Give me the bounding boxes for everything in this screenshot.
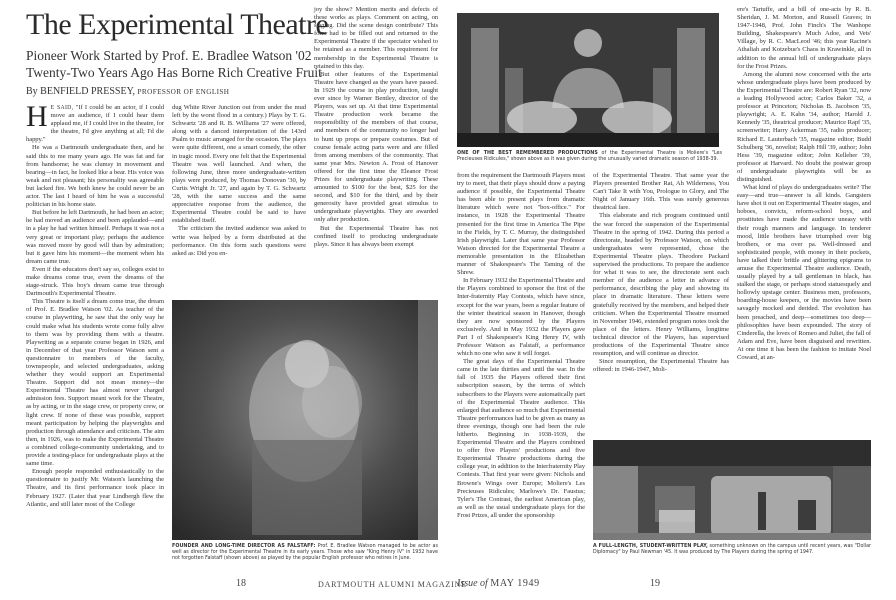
lead-caps: E SAID,	[50, 105, 74, 111]
paragraph: H E SAID, "If I could be an actor, if I could move an audience, if I could hear them applaud me, if I could live in the theatre, for the theatre, I'd give anything at all; I'd die happy."	[26, 100, 164, 144]
student-play-caption: A FULL-LENGTH, STUDENT-WRITTEN PLAY, something unknown on the campus until recent years, was "Dollar Diplomacy" by Paul Newman '45. It was produced by The Players during the spring of 1947.	[593, 544, 871, 556]
paragraph: This elaborate and rich program continued until the war forced the suspension of the Experimental Theatre in the spring of 1942. During this period a directorate, headed by Professor Watson, on which undergraduates were represented, chose the Experimental Theatre plays. Theodore Packard supervised the productions. To prepare the audience for what it was to see, the directorate sent each member of the audience a letter in advance of performance, describing the play and showing its place in dramatic literature. These letters were gratefully received by the members, and helped their criticism. When the Experimental Theatre resumed in November 1946, extended program notes took the place of the letters. Henry Williams, longtime technical director of the Players, has supervised productions of the Experimental Theatre since resumption, and will continue as director.	[593, 212, 729, 358]
page-number-right: 19	[650, 578, 660, 589]
subtitle-line-1: Pioneer Work Started by Prof. E. Bradlee Watson '02	[26, 48, 312, 63]
caption-lead: ONE OF THE BEST REMEMBERED PRODUCTIONS	[457, 151, 598, 156]
paragraph: Since resumption, the Experimental Theatre has offered: in 1946-1947, Moli-	[593, 358, 729, 374]
caption-lead: FOUNDER AND LONG-TIME DIRECTOR AS FALSTAFF:	[172, 544, 316, 549]
column-1	[26, 100, 164, 509]
paragraph: Even if the educators don't say so, colleges exist to make dreams come true, even the dreams of the stage-struck. This boy's dream came true through Dartmouth's Experimental Theatre.	[26, 265, 164, 298]
paragraph: dug White River Junction out from under the mud left by the worst flood in a century.) Plays by T. G. Schwartz '28 and R. B. Williams '27 were offered, along with a danced interpretation of the 143rd Psalm to music arranged for the occasion. The plays were quite different, one a smart comedy, the other in tragic mood. Every one felt that the Experimental Theatre was well launched. And when, the following June, three more undergraduate-written plays were produced, by Thomas Donovan '30, by Curtis Wright Jr. '27, and again by T. G. Schwartz '28, with the same success and the same appreciative response from the audience, the Experimental Theatre could be said to have established itself.	[172, 104, 306, 225]
falstaff-photo	[172, 300, 438, 540]
paragraph: This Theatre is itself a dream come true, the dream of Prof. E. Bradlee Watson '02. As teacher of the course in playwriting, he saw that the only way he could make what his students wrote come fully alive to them was by providing them with a theatre. Playwriting as a separate course began in 1926, and in December of that year Professor Watson sent a questionnaire to members of the faculty, townspeople, and selected undergraduates, asking whether they would support an Experimental Theatre. Support did not mean money—the Experimental Theatre has almost never charged admission fees. Support meant work for the Theatre, as by acting, or in the stage crew, or property crew, or light crew. If none of these was possible, support meant participation by helping the playwrights and production through attendance and criticism. The aim then, in 1926, was to make the Experimental Theatre a combined college-community undertaking, and to provide a testing-place for undergraduate plays at the same time.	[26, 298, 164, 468]
paragraph: But the Experimental Theatre has not confined itself to producing undergraduate plays. Since it has always been exempt	[314, 224, 438, 248]
precieuses-photo	[457, 13, 719, 147]
drop-cap: H	[26, 100, 48, 133]
paragraph: The great days of the Experimental Theatre came in the late thirties and until the war. In the fall of 1935 the Players offered their first subscription season, by the terms of which subscribers to the Players were automatically part of the Experimental Theatre audience. This enlarged that audience so much that Experimental Theatre performances had to be given as many as three evenings, though one had been the rule hitherto. Beginning in 1938-1939, the Experimental Theatre and the Players combined to offer five Players' productions and five Experimental Theatre productions during the college year, in addition to the Interfraternity Play Contests. That first year were given: Nichols and Browne's Wings over Europe; Moliere's Les Precieuses Ridicules; Marlowe's Dr. Faustus; Tyler's The Contrast, the earliest American play, as well as the usual undergraduate plays for the Frost Prizes, all under the sponsorship	[457, 358, 585, 519]
paragraph: ere's Tartuffe, and a bill of one-acts by R. B. Sheridan, J. M. Morton, and Russell Graves; in 1947-1948, Prof. John Finch's The Wanhope Building, Shakespeare's Much Adoe, and Vets' Village, by R. C. MacLeod '46; this year Racine's Athaliah and Kotzebue's Chaos in Krawinkle, all in addition to the annual bill of undergraduate plays for the Frost Prizes.	[737, 6, 871, 70]
precieuses-photo-image	[457, 13, 719, 147]
page-number-left: 18	[236, 578, 246, 589]
paragraph: joy the show? Mention merits and defects of these works as plays. Comment on acting, on staging. Did the scene design contribute? This form had to be filled out and returned to the Experimental Theatre if the spectator wished to be retained as a member. This requirement for membership in the Experimental Theatre is retained to this day.	[314, 6, 438, 70]
byline	[26, 86, 229, 97]
issue-month-year: MAY 1949	[490, 578, 540, 589]
paragraph: Among the alumni now concerned with the arts whose undergraduate plays have been produced by the Experimental Theatre are: Robert Ryan '32, now a leading Hollywood actor; Carlos Baker '32, a professor at Princeton; Nicholas B. Jacobson '35, playwright; A. E. Kahn '34, author; Harold J. Kennedy '35, theatrical producer; Maurice Rapf '35, screenwriter; Harry Ackerman '35, radio producer; Richard E. Lauterbach '35, magazine editor; Budd Schulberg '36, novelist; Ralph Hill '39, author; John Hess '39, magazine editor; John Kelleher '39, professor at Harvard. No doubt the postwar group of undergraduate playwrights will be as distinguished.	[737, 70, 871, 183]
column-5	[593, 172, 729, 374]
falstaff-caption: FOUNDER AND LONG-TIME DIRECTOR AS FALSTAFF: Prof. E. Bradlee Watson managed to be actor as well as director for the Experimental Theatre in its early years. Those who saw "King Henry IV" in 1932 have not forgotten Falstaff (shown above) as played by the popular English professor who retires in June.	[172, 544, 438, 562]
paragraph: What kind of plays do undergraduates write? The easy—and true—answer is all kinds. Gangsters have shot it out on Experimental Theatre stages, and hoboes, convicts, reform-school boys, and prostitutes have made the audience uneasy with their rough manners and language. In tenderer mood, little brothers have triumphed over big brothers, or ma over pa. Well-dressed and sophisticated people, with money in their pockets, have talked their brittle and glittering epigrams to amuse the Experimental Theatre audience. Death, usually played by a tall gentleman in black, has stalked the stage, or perhaps stood statuesquely and hollowly upstage center. Business men, professors, boarding-house keepers, or the movies have been savagely mocked and derided. The evolution has been preached, and deep—sometimes too deep—philosophies have been expounded. The story of Cinderella, the loves of Romeo and Juliet, the fall of Adam and Eve, have been disguised and rewritten. At one time it has been the fashion to imitate Noel Coward, at an-	[737, 184, 871, 362]
paragraph: In February 1932 the Experimental Theatre and the Players combined to sponsor the first of the Inter-fraternity Play Contests, which have since, except for the war years, been a regular feature of the winter theatrical season in Hanover, though they are now sponsored by the Players exclusively. And in May 1932 the Players gave Part I of Shakespeare's King Henry IV, with Professor Watson as Falstaff, a performance which no one who saw it will forget.	[457, 277, 585, 358]
subtitle-line-2: Twenty-Two Years Ago Has Borne Rich Creative Fruit	[26, 65, 322, 80]
magazine-name: DARTMOUTH ALUMNI MAGAZINE	[318, 580, 467, 589]
student-play-photo	[593, 440, 871, 540]
column-6	[737, 6, 871, 362]
falstaff-photo-image	[172, 300, 438, 540]
issue-date	[457, 578, 540, 590]
paragraph: But other features of the Experimental Theatre have changed as the years have passed. In 1929 the course in play production, taught ever since by Warner Bentley, director of the Players, was set up. At that time Experimental Theatre production work became the responsibility of the members of that course, and members of the community no longer had to hunt up props or prepare costumes. But of course female acting parts were and are filled from among members of the community. That same year Mrs. Newton A. Frost of Hanover offered for the first time the Eleanor Frost Prizes for undergraduate playwriting. These amounted to $100 for the best, $25 for the second, and $10 for the third, and by their generosity have provided great stimulus to undergraduate playwrights. They are awarded only after production.	[314, 70, 438, 224]
column-3	[314, 6, 438, 249]
paragraph: of the Experimental Theatre. That same year the Players presented Brother Rat, Ah Wilderness, You Can't Take It with You, Prologue to Glory, and The Night of January 16th. This was surely generous theatrical fare.	[593, 172, 729, 212]
paragraph: Enough people responded enthusiastically to the questionnaire to justify Mr. Watson's launching the Theatre, and its first performance took place in February 1927. (Later that year Lindbergh flew the Atlantic, and still later most of the College	[26, 468, 164, 508]
paragraph: The criticism the invited audience was asked to write was helped by a form distributed at the performance. On this form such questions were asked as: Did you en-	[172, 225, 306, 257]
precieuses-caption: ONE OF THE BEST REMEMBERED PRODUCTIONS of the Experimental Theatre is Moliere's "Les Precieuses Ridicules," shown above as it was given during the unusually varied dramatic season of 1938-39.	[457, 151, 722, 163]
article-title: The Experimental Theatre	[26, 8, 329, 41]
column-2	[172, 104, 306, 258]
byline-role: PROFESSOR OF ENGLISH	[137, 88, 230, 96]
caption-lead: A FULL-LENGTH, STUDENT-WRITTEN PLAY,	[593, 544, 708, 549]
student-play-photo-image	[593, 440, 871, 540]
paragraph: He was a Dartmouth undergraduate then, and he said this to me many years ago. He was fat and far from handsome; he was clumsy in movement and bearing—in fact, he looked like a bear. His voice was weak and not pleasant; his personality was agreeable but lacked fire. We both knew he could never be an actor. The last I heard of him he was a successful politician in his home state.	[26, 144, 164, 209]
column-4	[457, 172, 585, 520]
article-subtitle	[26, 47, 322, 81]
issue-prefix: Issue of	[457, 578, 488, 589]
byline-author: By BENFIELD PRESSEY,	[26, 86, 136, 97]
paragraph: from the requirement the Dartmouth Players must try to meet, that their plays should draw a paying audience if possible, the Experimental Theatre has been able to present plays from dramatic literature which were not "box-office." For instance, in 1928 the Experimental Theatre presented for the first time in America The Pipe in the Fields, by T. C. Murray, the distinguished Irish playwright. Later that same year Professor Watson directed for the Experimental Theatre a memorable presentation in the Elizabethan manner of Shakespeare's The Taming of the Shrew.	[457, 172, 585, 277]
paragraph: But before he left Dartmouth, he had been an actor; he had moved an audience and been applauded—and in a play he had written himself. Perhaps it was not a very great or important play; perhaps the audience was moved more by good will than by admiration; but it gave him his moment—the moment when his dream came true.	[26, 209, 164, 265]
